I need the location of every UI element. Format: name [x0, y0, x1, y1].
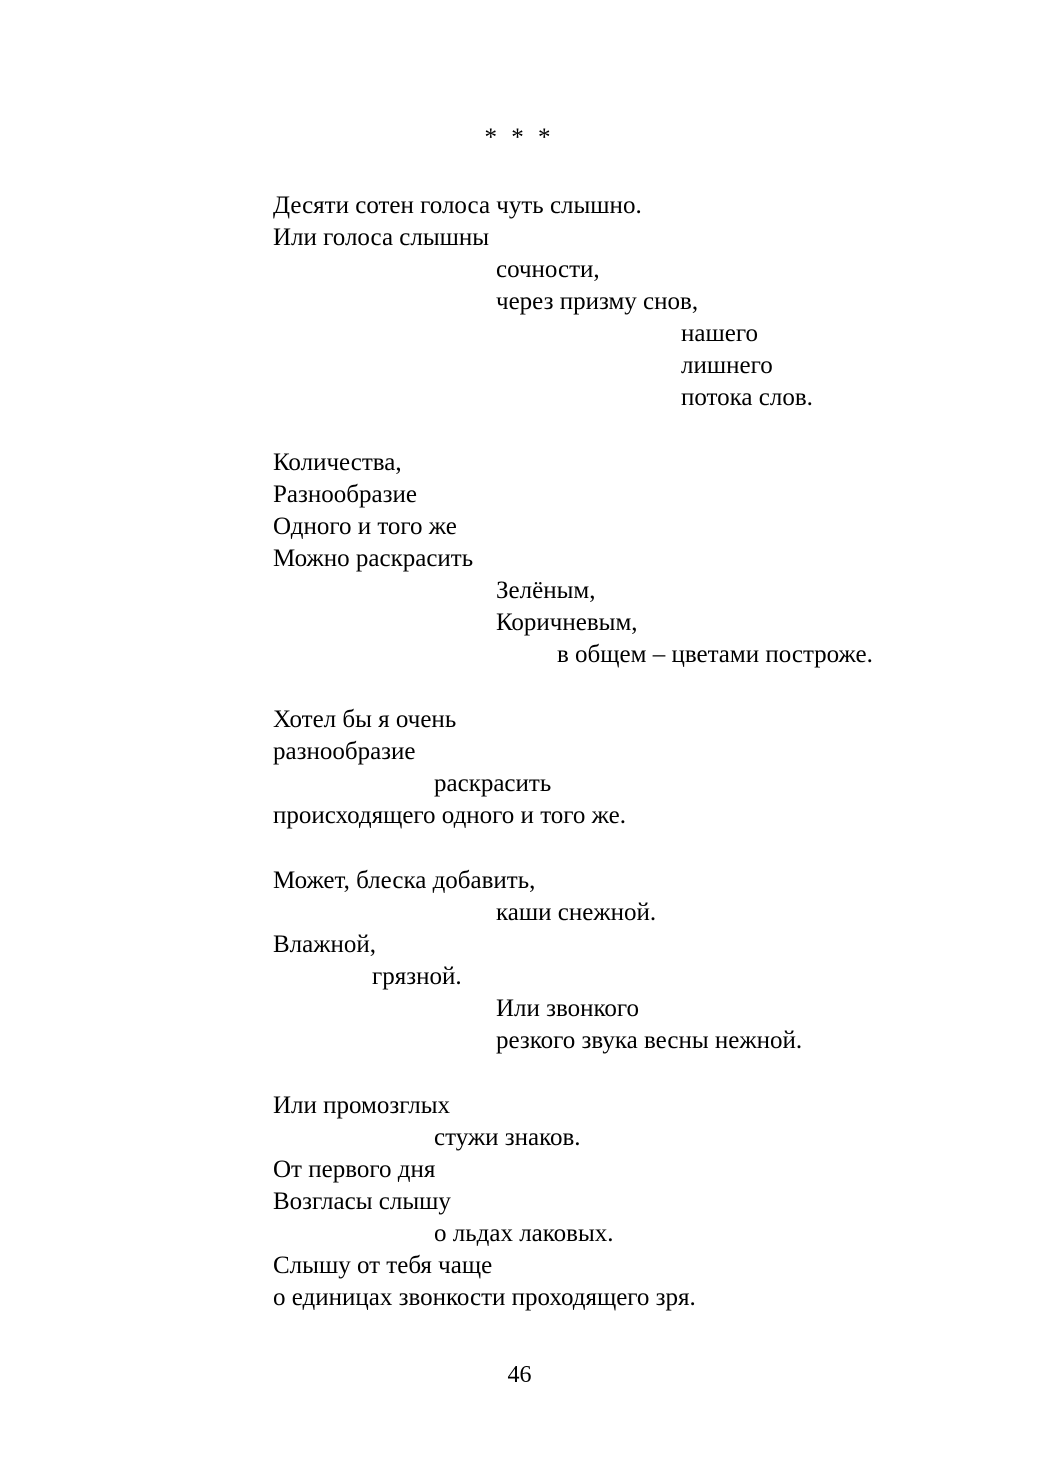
poem-line: нашего — [681, 320, 758, 347]
poem-line: Влажной, — [273, 931, 377, 958]
poem-line: разнообразие — [273, 738, 416, 765]
poem-line: Количества, — [273, 449, 402, 476]
poem-line: раскрасить — [434, 770, 552, 797]
poem-line: через призму снов, — [496, 288, 699, 315]
poem-line: Одного и того же — [273, 513, 457, 540]
poem-line: о единицах звонкости проходящего зря. — [273, 1284, 696, 1311]
poem-line: резкого звука весны нежной. — [496, 1027, 803, 1054]
poem-line: Или звонкого — [496, 995, 640, 1022]
poem-line: От первого дня — [273, 1156, 436, 1183]
poem-line: сочности, — [496, 256, 600, 283]
poem-line: происходящего одного и того же. — [273, 802, 626, 829]
poem-line: лишнего — [681, 352, 773, 379]
poem-line: Может, блеска добавить, — [273, 867, 536, 894]
poem-line: каши снежной. — [496, 899, 657, 926]
poem-line: стужи знаков. — [434, 1124, 581, 1151]
poem-line: Зелёным, — [496, 577, 596, 604]
poem-line: Разнообразие — [273, 481, 417, 508]
poem-line: грязной. — [372, 963, 462, 990]
poem-line: Или голоса слышны — [273, 224, 490, 251]
poem-line: Хотел бы я очень — [273, 706, 457, 733]
section-separator: * * * — [484, 124, 555, 151]
poem-line: о льдах лаковых. — [434, 1220, 614, 1247]
poem-line: Десяти сотен голоса чуть слышно. — [273, 192, 642, 219]
poem-line: в общем – цветами построже. — [557, 641, 873, 668]
poem-line: Коричневым, — [496, 609, 638, 636]
page-number: 46 — [507, 1362, 532, 1388]
poem-line: Слышу от тебя чаще — [273, 1252, 493, 1279]
poem-line: Возгласы слышу — [273, 1188, 451, 1215]
poem-line: потока слов. — [681, 384, 813, 411]
poem-line: Можно раскрасить — [273, 545, 474, 572]
poem-line: Или промозглых — [273, 1092, 451, 1119]
